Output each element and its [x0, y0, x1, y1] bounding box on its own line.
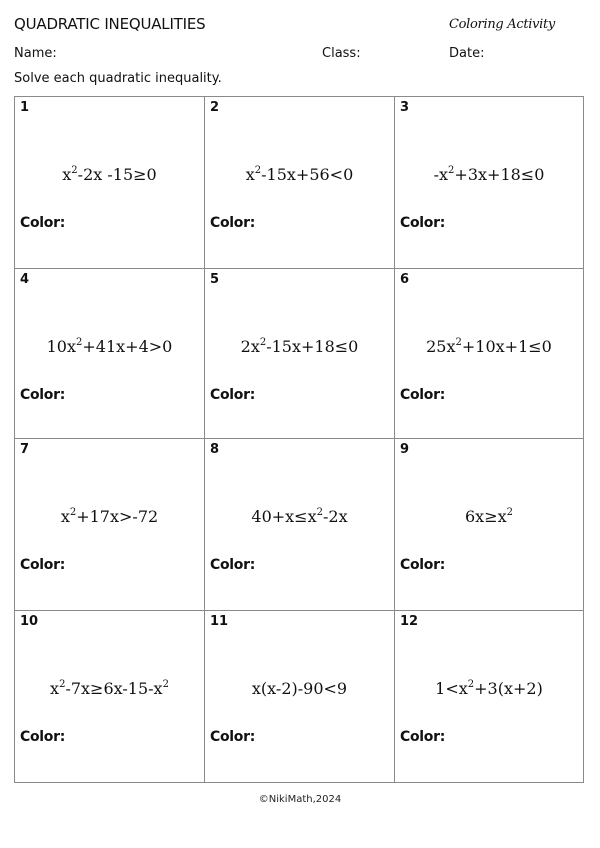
- inequality: [205, 507, 394, 526]
- inequality: [395, 679, 583, 698]
- expression-text: +17x>-72: [76, 507, 159, 526]
- problem-number: 10: [20, 614, 39, 629]
- problem-number: 6: [400, 272, 410, 287]
- expression-text: -15x+56<0: [261, 165, 354, 184]
- activity-subtitle: Coloring Activity: [449, 17, 555, 32]
- expression-text: 2x: [240, 337, 260, 356]
- problem-cell: [205, 611, 395, 782]
- expression-text: -x: [433, 165, 449, 184]
- exponent: 2: [162, 679, 169, 690]
- expression-text: 1<x: [435, 679, 468, 698]
- color-label: Color:: [210, 557, 256, 573]
- exponent: 2: [259, 337, 267, 348]
- problem-number: 2: [210, 100, 220, 115]
- inequality: [15, 679, 204, 698]
- inequality: [15, 337, 204, 356]
- problem-number: 3: [400, 100, 410, 115]
- color-label: Color:: [20, 557, 66, 573]
- problem-cell: [15, 611, 205, 782]
- color-label: Color:: [400, 557, 446, 573]
- expression-text: +3x+18≤0: [454, 165, 545, 184]
- color-label: Color:: [20, 729, 66, 745]
- color-label: Color:: [210, 729, 256, 745]
- problem-number: 7: [20, 442, 30, 457]
- problem-number: 5: [210, 272, 220, 287]
- expression-text: 6x≥x: [464, 507, 507, 526]
- color-label: Color:: [210, 215, 256, 231]
- expression-text: x(x-2)-90<9: [251, 679, 348, 698]
- color-label: Color:: [400, 729, 446, 745]
- worksheet-title: QUADRATIC INEQUALITIES: [14, 15, 206, 33]
- expression-text: -2x: [322, 507, 348, 526]
- problem-cell: [205, 439, 395, 611]
- date-label: Date:: [449, 46, 485, 61]
- exponent: 2: [71, 165, 78, 176]
- expression-text: 10x: [46, 337, 77, 356]
- inequality: [205, 679, 394, 698]
- color-label: Color:: [20, 387, 66, 403]
- exponent: 2: [76, 337, 83, 348]
- exponent: 2: [254, 165, 262, 176]
- problem-number: 9: [400, 442, 410, 457]
- expression-text: +3(x+2): [474, 679, 543, 698]
- exponent: 2: [59, 679, 66, 690]
- inequality: [205, 165, 394, 184]
- expression-text: -2x -15≥0: [77, 165, 157, 184]
- problem-cell: [395, 97, 583, 269]
- exponent: 2: [316, 507, 323, 518]
- color-label: Color:: [20, 215, 66, 231]
- expression-text: x: [245, 165, 255, 184]
- problem-cell: [205, 269, 395, 439]
- exponent: 2: [69, 507, 77, 518]
- expression-text: x: [62, 165, 72, 184]
- exponent: 2: [448, 165, 455, 176]
- problem-cell: [395, 439, 583, 611]
- copyright-footer: ©NikiMath,2024: [258, 794, 342, 805]
- expression-text: -15x+18≤0: [266, 337, 359, 356]
- exponent: 2: [506, 507, 513, 518]
- inequality: [395, 337, 583, 356]
- problem-number: 12: [400, 614, 419, 629]
- inequality: [15, 165, 204, 184]
- color-label: Color:: [400, 215, 446, 231]
- expression-text: +10x+1≤0: [461, 337, 552, 356]
- problem-number: 4: [20, 272, 30, 287]
- expression-text: 25x: [426, 337, 456, 356]
- color-label: Color:: [400, 387, 446, 403]
- problem-number: 8: [210, 442, 220, 457]
- inequality: [395, 165, 583, 184]
- instructions: Solve each quadratic inequality.: [14, 71, 222, 86]
- expression-text: -7x≥6x-15-x: [65, 679, 163, 698]
- inequality: [15, 507, 204, 526]
- color-label: Color:: [210, 387, 256, 403]
- class-label: Class:: [322, 46, 361, 61]
- problem-cell: [205, 97, 395, 269]
- exponent: 2: [467, 679, 475, 690]
- problem-cell: [15, 269, 205, 439]
- expression-text: x: [50, 679, 60, 698]
- inequality: [205, 337, 394, 356]
- problem-cell: [395, 269, 583, 439]
- problem-grid: [14, 96, 584, 783]
- inequality: [395, 507, 583, 526]
- exponent: 2: [455, 337, 462, 348]
- expression-text: +41x+4>0: [82, 337, 173, 356]
- problem-number: 11: [210, 614, 229, 629]
- expression-text: 40+x≤x: [251, 507, 317, 526]
- problem-number: 1: [20, 100, 30, 115]
- expression-text: x: [60, 507, 70, 526]
- problem-cell: [15, 439, 205, 611]
- problem-cell: [395, 611, 583, 782]
- name-label: Name:: [14, 46, 57, 61]
- problem-cell: [15, 97, 205, 269]
